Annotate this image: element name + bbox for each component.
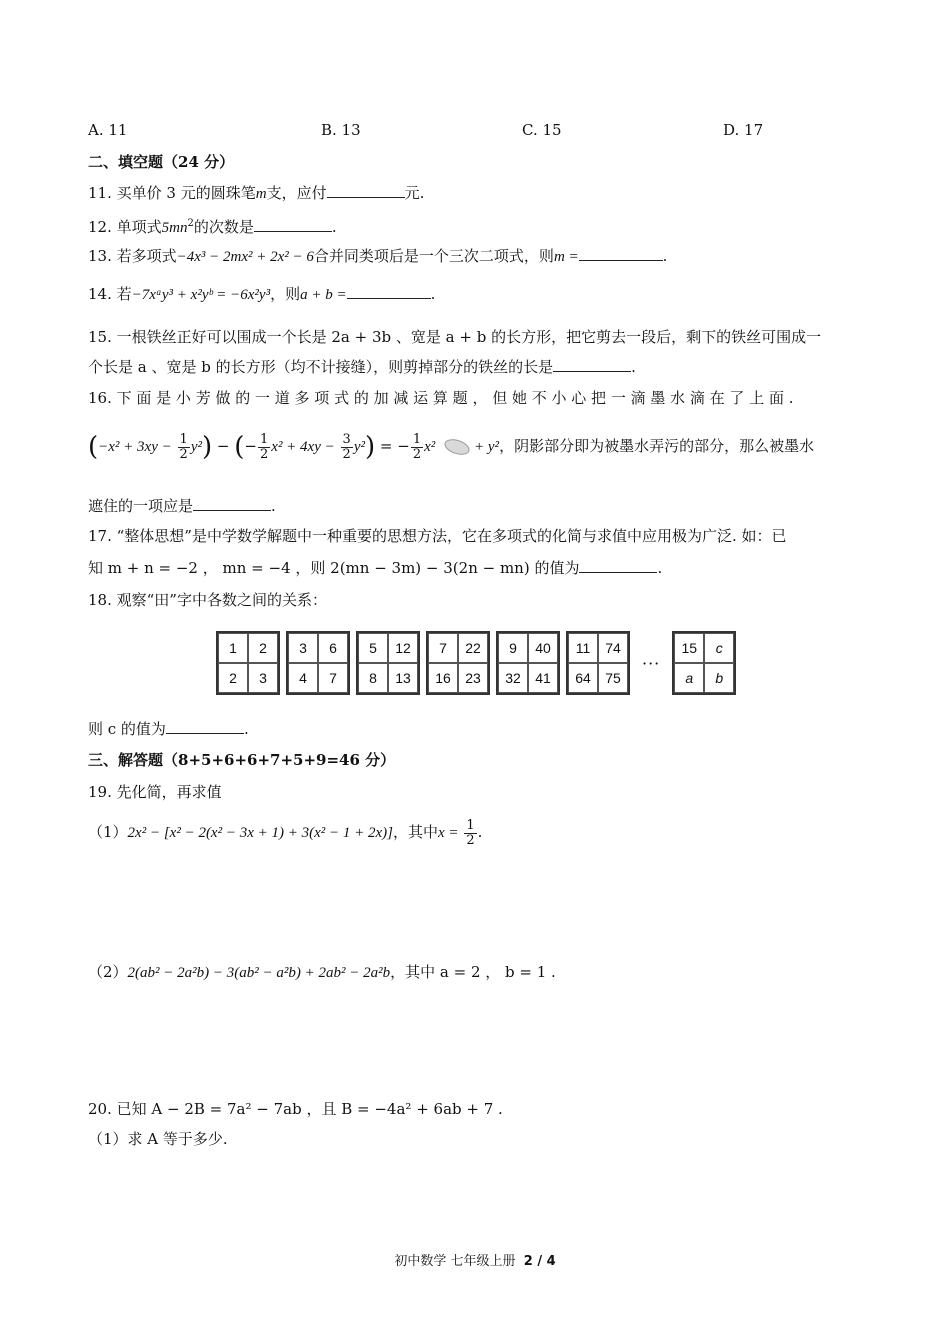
answer-blank[interactable]: [166, 719, 244, 734]
answer-blank[interactable]: [579, 558, 657, 573]
question-18: 18. 观察“田”字中各数之间的关系：: [88, 591, 327, 609]
option-a: A. 11: [88, 121, 128, 139]
tian-grid-1: 1 2 2 3: [216, 631, 280, 695]
question-16-expression: (−x² + 3xy − $\frac{1}{2}$ y²) − (− $\frac{1}{2}$ x² + 4xy − $\frac{3}{2}$ y²) = − $\frac{1}{2}$ x² + y²，阴影部分即为被墨水弄污的部分，那么被墨水: [88, 431, 815, 462]
page-number: 2 / 4: [523, 1254, 556, 1269]
question-12: 12. 单项式$5mn^2$的次数是 .: [88, 218, 337, 236]
answer-blank[interactable]: [347, 284, 431, 299]
question-18-answer: 则 c 的值为 .: [88, 720, 249, 738]
option-c: C. 15: [522, 121, 562, 139]
question-11: 11. 买单价 3 元的圆珠笔m支，应付 元.: [88, 184, 425, 202]
question-15-line1: 15. 一根铁丝正好可以围成一个长是 2a + 3b 、宽是 a + b 的长方形，把它剪去一段后，剩下的铁丝可围成一: [88, 328, 822, 346]
fraction: $\frac{1}{2}$: [179, 431, 188, 462]
fraction: $\frac{1}{2}$: [260, 431, 269, 462]
tian-grid-3: 5 12 8 13: [356, 631, 420, 695]
question-19-part1: （1）2x² − [x² − 2(x² − 3x + 1) + 3(x² − 1 + 2x)]，其中x = $\frac{1}{2}$ .: [88, 817, 483, 848]
option-d: D. 17: [723, 121, 764, 139]
page-footer: 初中数学 七年级上册 2 / 4: [394, 1254, 556, 1269]
question-20-line2: （1）求 A 等于多少.: [88, 1130, 228, 1148]
question-16-line3: 遮住的一项应是 .: [88, 497, 276, 515]
ellipsis: ···: [642, 653, 661, 673]
tian-grid-last: 15 c a b: [672, 631, 736, 695]
question-13: 13. 若多项式−4x³ − 2mx² + 2x² − 6合并同类项后是一个三次二项式，则m = .: [88, 247, 668, 265]
tian-grids: [216, 631, 736, 695]
section-fill-in: 二、填空题（24 分）: [88, 153, 235, 171]
fraction: $\frac{1}{2}$: [466, 817, 475, 848]
answer-blank[interactable]: [254, 217, 332, 232]
answer-blank[interactable]: [553, 357, 631, 372]
tian-grid-6: 11 74 64 75: [566, 631, 630, 695]
question-19-part2: （2）2(ab² − 2a²b) − 3(ab² − a²b) + 2ab² − 2a²b，其中 a = 2 ， b = 1 .: [88, 963, 556, 981]
question-17-line1: 17. “整体思想”是中学数学解题中一种重要的思想方法，它在多项式的化简与求值中应用极为广泛. 如：已: [88, 527, 787, 545]
question-14: 14. 若−7xᵃy³ + x²yᵇ = −6x²y³，则a + b = .: [88, 285, 436, 303]
ink-blot-icon: [443, 436, 472, 457]
tian-grid-4: 7 22 16 23: [426, 631, 490, 695]
question-15-line2: 个长是 a 、宽是 b 的长方形（均不计接缝），则剪掉部分的铁丝的长是 .: [88, 358, 636, 376]
section-solutions: 三、解答题（8+5+6+6+7+5+9=46 分）: [88, 751, 396, 769]
question-16-line1: 16. 下 面 是 小 芳 做 的 一 道 多 项 式 的 加 减 运 算 题 ， 但 她 不 小 心 把 一 滴 墨 水 滴 在 了 上 面 .: [88, 389, 794, 407]
fraction: $\frac{1}{2}$: [412, 431, 422, 462]
question-17-line2: 知 m + n = −2 ， mn = −4 ，则 2(mn − 3m) − 3(2n − mn) 的值为 .: [88, 559, 663, 577]
question-19-title: 19. 先化简，再求值: [88, 783, 222, 801]
tian-grid-2: 3 6 4 7: [286, 631, 350, 695]
answer-blank[interactable]: [193, 496, 271, 511]
option-b: B. 13: [321, 121, 361, 139]
tian-grid-5: 9 40 32 41: [496, 631, 560, 695]
answer-blank[interactable]: [579, 246, 663, 261]
question-20-line1: 20. 已知 A − 2B = 7a² − 7ab ，且 B = −4a² + 6ab + 7 .: [88, 1100, 503, 1118]
fraction: $\frac{3}{2}$: [342, 431, 351, 462]
answer-blank[interactable]: [327, 183, 405, 198]
